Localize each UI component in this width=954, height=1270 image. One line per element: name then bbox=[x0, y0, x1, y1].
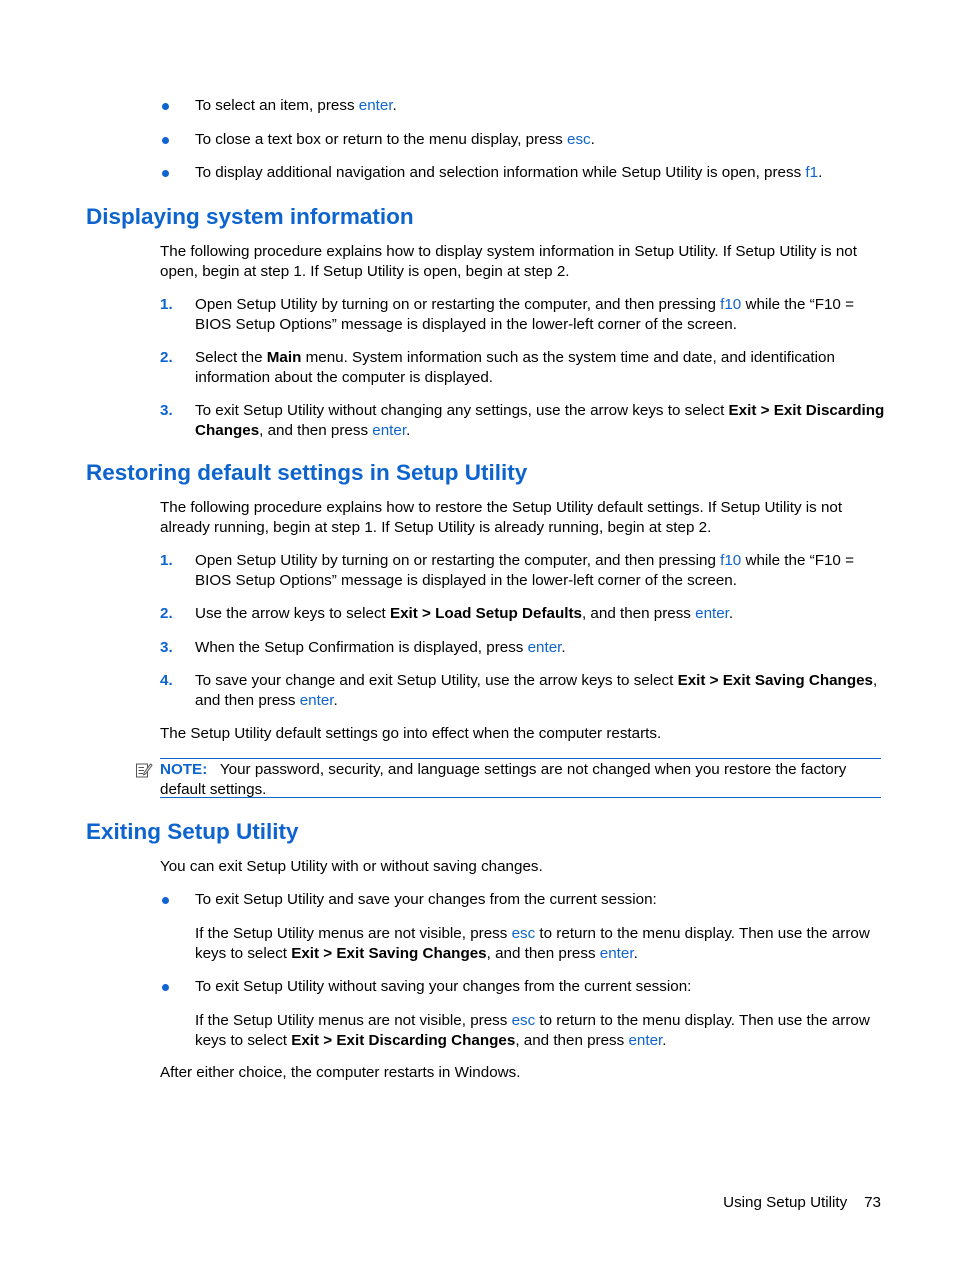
note-text: Your password, security, and language settings are not changed when you restore the factory default settings. bbox=[160, 761, 847, 798]
list-item: To save your change and exit Setup Utility, use the arrow keys to select Exit > Exit Saving Changes, and then press enter. bbox=[195, 672, 878, 709]
bullet-dot bbox=[162, 984, 169, 991]
key-name: enter bbox=[358, 97, 393, 114]
paragraph: The following procedure explains how to restore the Setup Utility default settings. If Setup Utility is not already running, begin at step 1. If Setup Utility is already running, begin at step 2. bbox=[160, 499, 843, 536]
list-item: Use the arrow keys to select Exit > Load Setup Defaults, and then press enter. bbox=[195, 605, 734, 622]
step-number: 3. bbox=[160, 402, 173, 419]
list-item-detail: If the Setup Utility menus are not visible, press esc to return to the menu display. Then use the arrow keys to select Exit > Exit Saving Changes, and then press enter. bbox=[195, 925, 870, 962]
list-item: To exit Setup Utility and save your changes from the current session: bbox=[195, 891, 657, 908]
step-number: 4. bbox=[160, 672, 173, 689]
list-item: To close a text box or return to the menu display, press esc. bbox=[195, 131, 595, 148]
step-number: 2. bbox=[160, 349, 173, 366]
list-item: To select an item, press enter. bbox=[195, 97, 397, 114]
bullet-dot bbox=[162, 897, 169, 904]
paragraph: The Setup Utility default settings go into effect when the computer restarts. bbox=[160, 725, 662, 742]
key-name: enter bbox=[695, 605, 729, 622]
note-label: NOTE: bbox=[160, 761, 208, 778]
key-name: enter bbox=[372, 421, 407, 439]
page-footer bbox=[723, 1193, 881, 1213]
key-name: f10 bbox=[720, 296, 742, 313]
key-name: f10 bbox=[720, 552, 742, 569]
list-item: To display additional navigation and selection information while Setup Utility is open, press f1. bbox=[195, 164, 823, 181]
key-name: enter bbox=[299, 691, 334, 709]
step-number: 3. bbox=[160, 639, 173, 656]
list-item: Select the Main menu. System information such as the system time and date, and identification information about the computer is displayed. bbox=[195, 349, 835, 386]
note-box bbox=[160, 758, 881, 798]
section-heading: Restoring default settings in Setup Utility bbox=[86, 460, 528, 485]
paragraph: After either choice, the computer restarts in Windows. bbox=[160, 1064, 521, 1081]
list-item: To exit Setup Utility without saving your changes from the current session: bbox=[195, 978, 692, 995]
step-number: 1. bbox=[160, 552, 173, 569]
list-item: When the Setup Confirmation is displayed, press enter. bbox=[195, 639, 566, 656]
key-name: f1 bbox=[805, 164, 819, 181]
key-name: esc bbox=[511, 925, 536, 942]
note-icon bbox=[135, 761, 153, 779]
paragraph: You can exit Setup Utility with or without saving changes. bbox=[160, 858, 543, 875]
key-name: enter bbox=[599, 944, 634, 962]
page-number: 73 bbox=[864, 1194, 881, 1211]
footer-label: Using Setup Utility bbox=[723, 1194, 848, 1211]
list-item: Open Setup Utility by turning on or restarting the computer, and then pressing f10 while the “F10 = BIOS Setup Options” message is displayed in the lower-left corner of the screen. bbox=[195, 296, 854, 333]
bullet-dot bbox=[162, 170, 169, 177]
key-name: enter bbox=[527, 639, 562, 656]
section-heading: Exiting Setup Utility bbox=[86, 819, 299, 844]
bullet-dot bbox=[162, 137, 169, 144]
list-item: To exit Setup Utility without changing any settings, use the arrow keys to select Exit > Exit Discarding Changes, and then press enter. bbox=[195, 402, 885, 439]
step-number: 2. bbox=[160, 605, 173, 622]
key-name: enter bbox=[628, 1031, 663, 1049]
bullet-dot bbox=[162, 103, 169, 110]
key-name: esc bbox=[511, 1012, 536, 1029]
key-name: esc bbox=[567, 131, 591, 148]
paragraph: The following procedure explains how to display system information in Setup Utility. If Setup Utility is not open, begin at step 1. If Setup Utility is open, begin at step 2. bbox=[160, 243, 857, 280]
step-number: 1. bbox=[160, 296, 173, 313]
note-content bbox=[160, 760, 884, 799]
list-item-detail: If the Setup Utility menus are not visible, press esc to return to the menu display. Then use the arrow keys to select Exit > Exit Discarding Changes, and then press enter. bbox=[195, 1012, 870, 1049]
list-item: Open Setup Utility by turning on or restarting the computer, and then pressing f10 while the “F10 = BIOS Setup Options” message is displayed in the lower-left corner of the screen. bbox=[195, 552, 854, 589]
section-heading: Displaying system information bbox=[86, 204, 414, 229]
